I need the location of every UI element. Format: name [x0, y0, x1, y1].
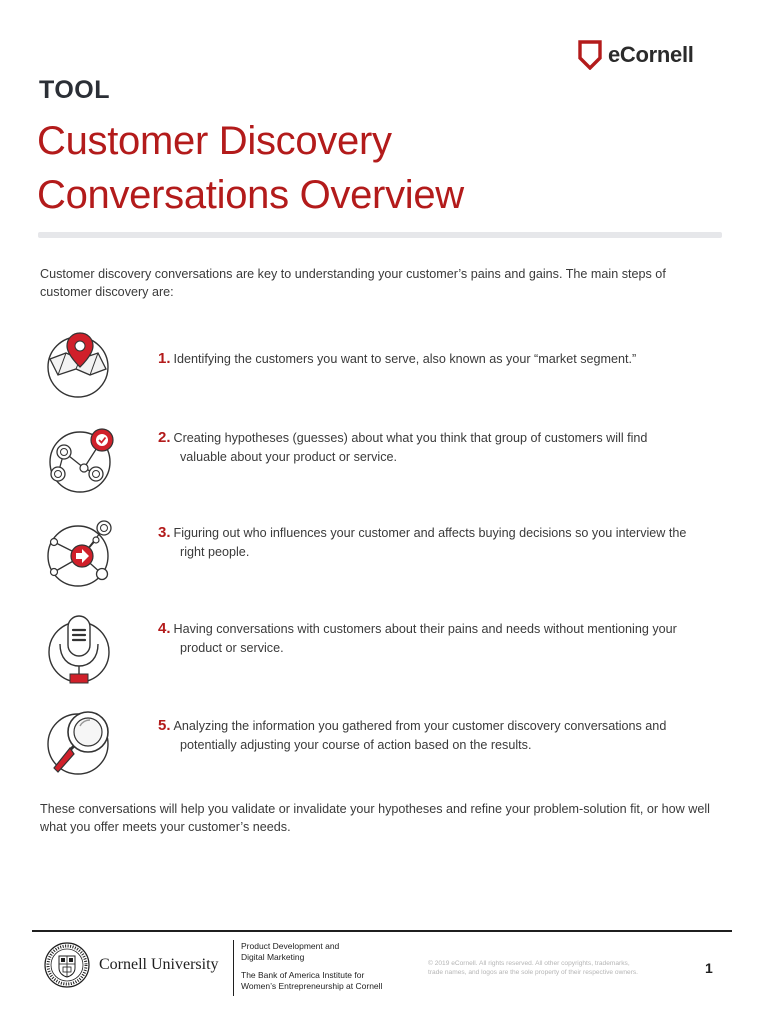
- logo-text: eCornell: [608, 42, 694, 67]
- institute-line-2: Women’s Entrepreneurship at Cornell: [241, 981, 383, 991]
- map-pin-icon: [44, 329, 114, 399]
- step-2: [158, 429, 688, 466]
- step-text: Having conversations with customers about their pains and needs without mentioning your product or service.: [173, 622, 677, 655]
- footer-divider: [32, 930, 732, 932]
- document-type-label: TOOL: [39, 76, 110, 104]
- closing-paragraph: These conversations will help you validate or invalidate your hypotheses and refine your problem-solution fit, or how well what you offer meets your customer’s needs.: [40, 802, 710, 834]
- step-number: 5.: [158, 717, 171, 734]
- footer-separator: [233, 940, 234, 996]
- step-5: [158, 717, 688, 754]
- microphone-icon: [44, 614, 114, 684]
- institute-line-1: The Bank of America Institute for: [241, 970, 365, 980]
- title-line-1: Customer Discovery: [37, 119, 392, 163]
- title-divider: [38, 232, 722, 238]
- influence-network-icon: [44, 518, 114, 588]
- copyright-notice: [428, 959, 688, 977]
- step-text: Figuring out who influences your customer and affects buying decisions so you interview the right people.: [173, 526, 687, 559]
- step-3: [158, 524, 688, 561]
- step-number: 4.: [158, 620, 171, 637]
- step-text: Identifying the customers you want to serve, also known as your “market segment.”: [173, 352, 637, 366]
- step-number: 2.: [158, 429, 171, 446]
- magnifying-glass-icon: [44, 706, 114, 776]
- university-name: Cornell University: [99, 956, 219, 973]
- program-line-1: Product Development and: [241, 941, 340, 951]
- page-number: 1: [705, 960, 713, 976]
- step-text: Creating hypotheses (guesses) about what you think that group of customers will find valuable about your product or service.: [173, 431, 648, 464]
- step-4: [158, 620, 688, 657]
- title-line-2: Conversations Overview: [37, 173, 464, 217]
- program-line-2: Digital Marketing: [241, 952, 305, 962]
- step-number: 3.: [158, 524, 171, 541]
- step-text: Analyzing the information you gathered from your customer discovery conversations and potentially adjusting your course of action based on the results.: [173, 719, 667, 752]
- shield-icon: [578, 40, 602, 70]
- cornell-seal-icon: [44, 942, 90, 993]
- program-info: [241, 941, 421, 992]
- ecornell-logo: [578, 40, 694, 70]
- copyright-line-1: © 2019 eCornell. All rights reserved. All other copyrights, trademarks,: [428, 960, 630, 967]
- step-1: [158, 350, 688, 369]
- intro-paragraph: Customer discovery conversations are key to understanding your customer’s pains and gains. The main steps of customer discovery are:: [40, 267, 666, 299]
- hypothesis-network-icon: [44, 424, 114, 494]
- copyright-line-2: trade names, and logos are the sole property of their respective owners.: [428, 969, 639, 976]
- page-title: [37, 114, 717, 222]
- step-number: 1.: [158, 350, 171, 367]
